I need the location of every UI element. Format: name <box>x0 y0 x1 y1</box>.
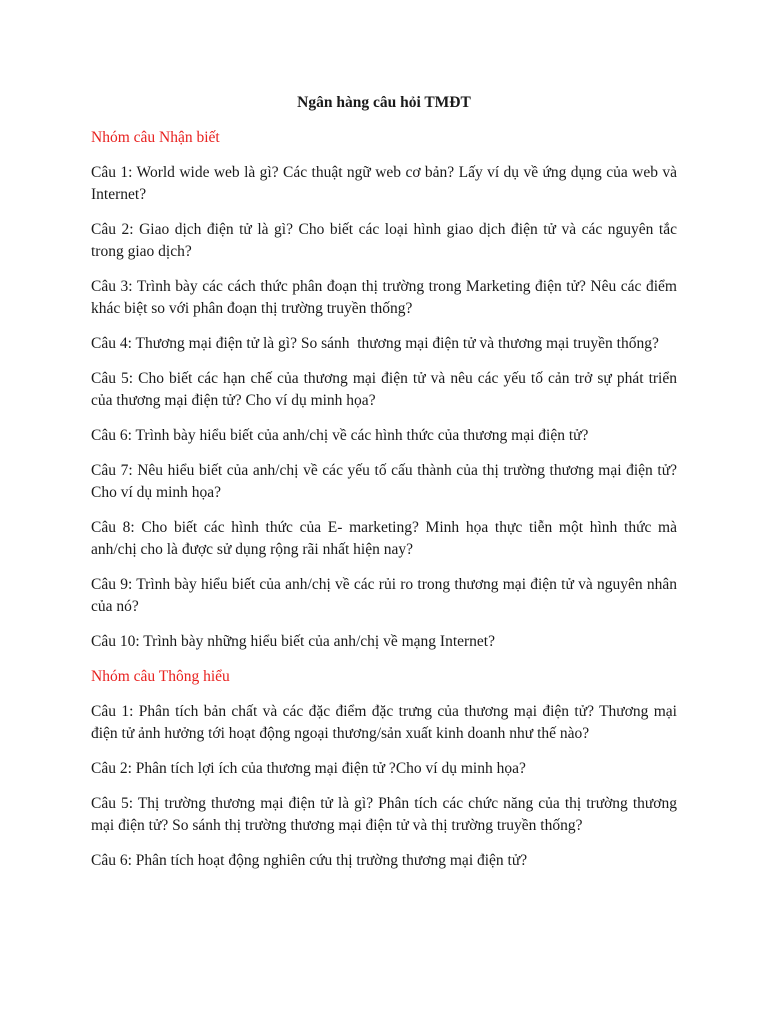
question-item: Câu 5: Cho biết các hạn chế của thương mại điện tử và nêu các yếu tố cản trở sự phát triển của thương mại điện tử? Cho ví dụ minh họa? <box>91 370 681 409</box>
question-item: Câu 7: Nêu hiểu biết của anh/chị về các yếu tố cấu thành của thị trường thương mại điện tử? Cho ví dụ minh họa? <box>91 462 681 501</box>
question-item: Câu 6: Phân tích hoạt động nghiên cứu thị trường thương mại điện tử? <box>91 852 528 869</box>
section-heading-comprehension: Nhóm câu Thông hiểu <box>91 668 230 685</box>
document-page <box>91 92 681 885</box>
question-item: Câu 1: World wide web là gì? Các thuật ngữ web cơ bản? Lấy ví dụ về ứng dụng của web và Internet? <box>91 164 681 203</box>
question-item: Câu 1: Phân tích bản chất và các đặc điểm đặc trưng của thương mại điện tử? Thương mại điện tử ảnh hưởng tới hoạt động ngoại thương/sản xuất kinh doanh như thế nào? <box>91 703 681 742</box>
section-recognition <box>91 127 681 653</box>
question-item: Câu 3: Trình bày các cách thức phân đoạn thị trường trong Marketing điện tử? Nêu các điểm khác biệt so với phân đoạn thị trường truyền thống? <box>91 278 681 317</box>
section-heading-recognition: Nhóm câu Nhận biết <box>91 129 220 146</box>
document-title: Ngân hàng câu hỏi TMĐT <box>297 94 471 111</box>
question-item: Câu 5: Thị trường thương mại điện tử là gì? Phân tích các chức năng của thị trường thương mại điện tử? So sánh thị trường thương mại điện tử và thị trường truyền thống? <box>91 795 681 834</box>
question-item: Câu 4: Thương mại điện tử là gì? So sánh thương mại điện tử và thương mại truyền thống? <box>91 335 659 352</box>
question-item: Câu 8: Cho biết các hình thức của E- marketing? Minh họa thực tiễn một hình thức mà anh/chị cho là được sử dụng rộng rãi nhất hiện nay? <box>91 519 681 558</box>
section-comprehension <box>91 666 681 872</box>
question-item: Câu 6: Trình bày hiểu biết của anh/chị về các hình thức của thương mại điện tử? <box>91 427 589 444</box>
question-item: Câu 2: Phân tích lợi ích của thương mại điện tử ?Cho ví dụ minh họa? <box>91 760 526 777</box>
question-item: Câu 2: Giao dịch điện tử là gì? Cho biết các loại hình giao dịch điện tử và các nguyên tắc trong giao dịch? <box>91 221 681 260</box>
question-item: Câu 9: Trình bày hiểu biết của anh/chị về các rủi ro trong thương mại điện tử và nguyên nhân của nó? <box>91 576 681 615</box>
question-item: Câu 10: Trình bày những hiểu biết của anh/chị về mạng Internet? <box>91 633 495 650</box>
